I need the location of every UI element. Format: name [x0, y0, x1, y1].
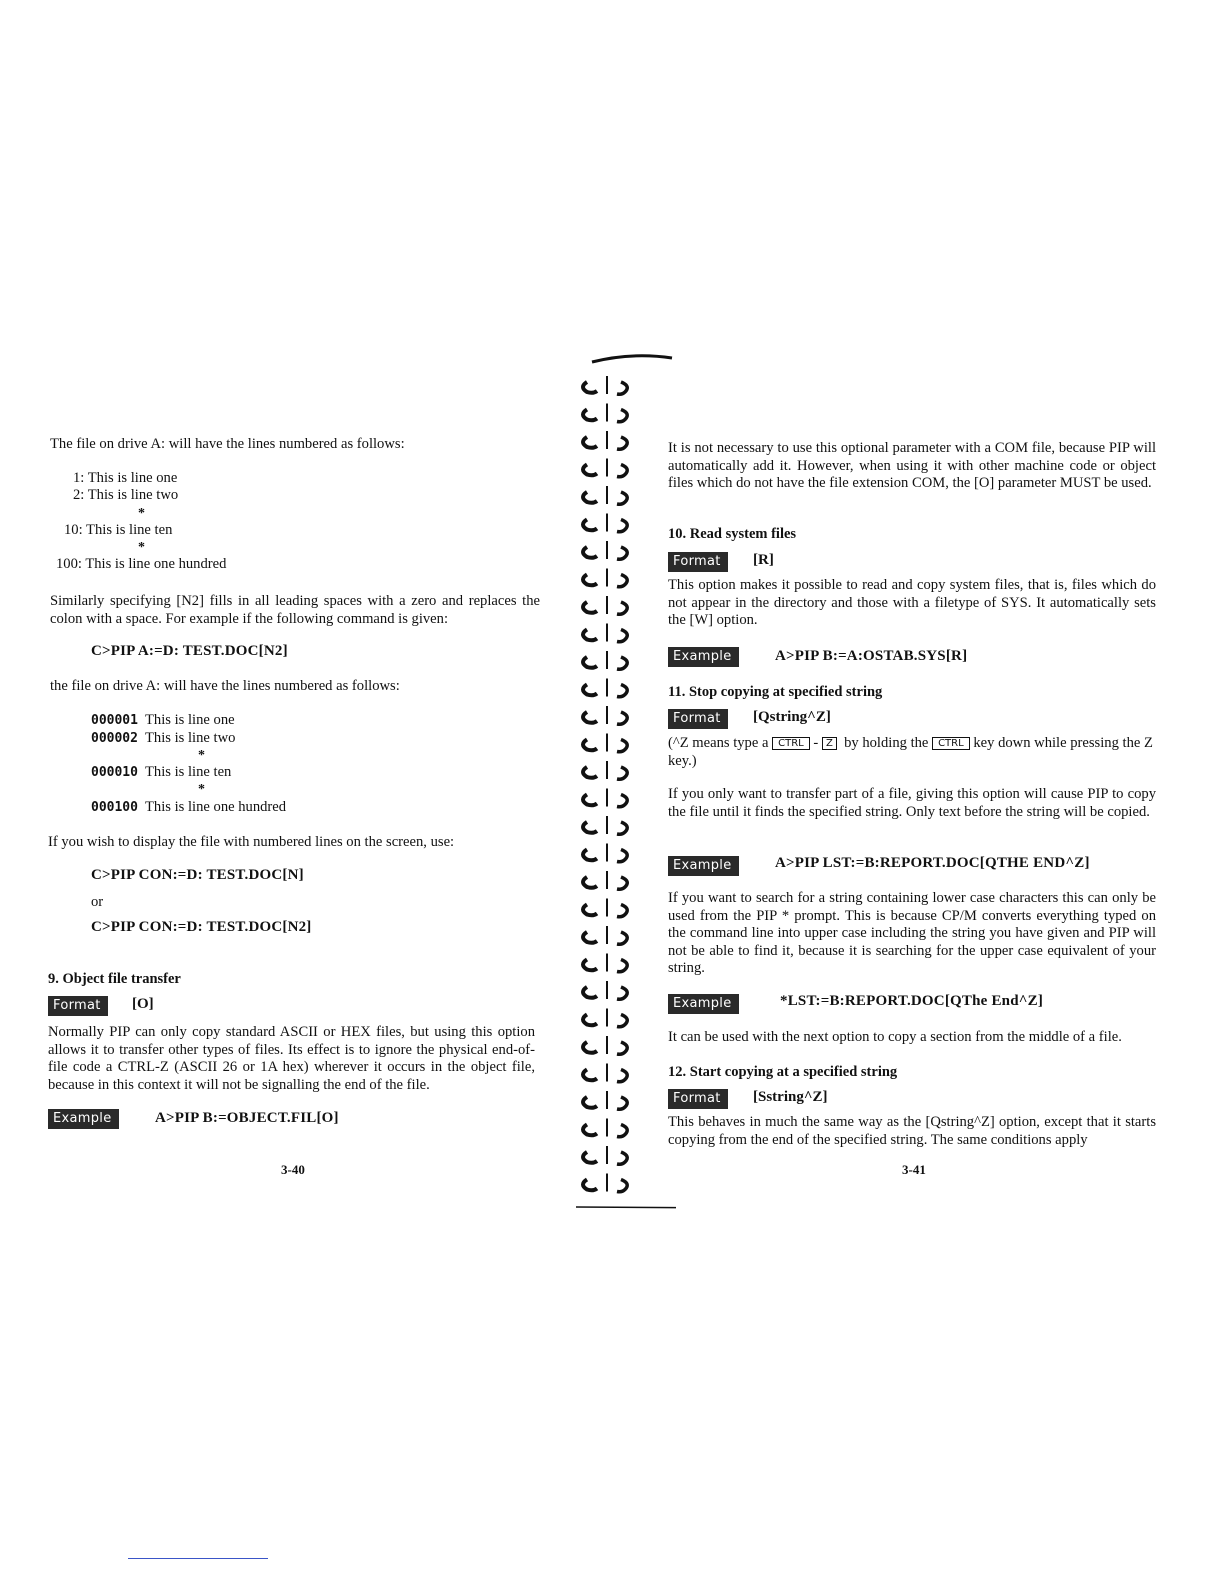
binding-ring: [583, 541, 627, 559]
ctrl-key-icon: CTRL: [772, 737, 810, 750]
line-text: This is line one: [87, 470, 178, 486]
line-number: 100:: [56, 556, 82, 572]
ellipsis-asterisk: *: [138, 540, 145, 555]
paragraph-11b: If you want to search for a string containing lower case characters this can only be used from the PIP * prompt. This is because CP/M converts everything typed on the command line into upper case including the string you have given and PIP will not be able to find it, because it is searching for the upper case equivalent of your string.: [668, 890, 1156, 977]
command-n2: C>PIP A:=D: TEST.DOC[N2]: [91, 643, 288, 659]
binding-rings: [575, 370, 655, 1210]
page-number: 3-40: [281, 1162, 305, 1177]
line-text: This is line one: [145, 712, 235, 728]
ctrl-note: [668, 735, 1156, 770]
list-item: [91, 799, 286, 816]
binding-ring: [583, 431, 627, 449]
ctrl-note-dash: -: [813, 735, 819, 751]
intro2-text: the file on drive A: will have the lines numbered as follows:: [50, 678, 400, 694]
paragraph-10: This option makes it possible to read and copy system files, that is, files which do not appear in the directory and those with a filetype of SYS. It automatically sets the [W] option.: [668, 577, 1156, 629]
binding-ring: [583, 486, 627, 504]
binding-ring: [583, 1119, 627, 1137]
line-text: This is line two: [87, 487, 179, 503]
binding-ring: [583, 1146, 627, 1164]
binding-ring: [583, 596, 627, 614]
example-label: Example: [668, 856, 739, 876]
page-number: 3-41: [902, 1162, 926, 1177]
example-label: Example: [48, 1109, 119, 1129]
n2-paragraph: Similarly specifying [N2] fills in all leading spaces with a zero and replaces the colon with a space. For example if the following command is given:: [50, 593, 540, 627]
paragraph-11: If you only want to transfer part of a file, giving this option will cause PIP to copy the file until it finds the specified string. Only text before the string will be copied.: [668, 786, 1156, 820]
list-item: [91, 712, 235, 729]
line-text: This is line two: [145, 730, 236, 746]
example-11b: *LST:=B:REPORT.DOC[QThe End^Z]: [780, 993, 1044, 1009]
ellipsis-asterisk: *: [138, 506, 145, 521]
binding-ring: [583, 514, 627, 532]
format-value-9: [O]: [132, 996, 154, 1012]
binding-ring: [583, 651, 627, 669]
format-label: Format: [48, 996, 108, 1016]
section-heading-10: 10. Read system files: [668, 526, 797, 542]
list-item: [64, 522, 172, 539]
ellipsis-asterisk: *: [198, 748, 205, 763]
binding-ring: [583, 981, 627, 999]
format-value-12: [Sstring^Z]: [753, 1089, 828, 1105]
line-number: 000100: [91, 800, 138, 815]
binding-ring: [583, 404, 627, 422]
ctrl-note-part: by holding the: [844, 735, 929, 751]
line-text: This is line one hundred: [145, 799, 287, 815]
binding-ring: [583, 1036, 627, 1054]
line-number: 000001: [91, 713, 138, 728]
binding-rings-svg: [575, 370, 655, 1210]
display-paragraph: If you wish to display the file with numbered lines on the screen, use:: [48, 834, 455, 850]
binding-ring: [583, 734, 627, 752]
list-item: [56, 556, 226, 573]
binding-ring: [583, 954, 627, 972]
binding-ring: [583, 789, 627, 807]
z-key-icon: Z: [822, 737, 837, 750]
list-item: [91, 764, 231, 781]
binding-ring: [583, 624, 627, 642]
ctrl-note-part: key down while pressing the Z key.): [668, 735, 1153, 769]
line-number: 2:: [73, 487, 85, 503]
binding-ring: [583, 569, 627, 587]
format-label: Format: [668, 552, 728, 572]
list-item: [73, 487, 178, 504]
ellipsis-asterisk: *: [198, 782, 205, 797]
paragraph-12: This behaves in much the same way as the [Qstring^Z] option, except that it starts copying from the end of the specified string. The same conditions apply: [668, 1114, 1156, 1148]
example-11: A>PIP LST:=B:REPORT.DOC[QTHE END^Z]: [775, 855, 1090, 871]
or-text: or: [91, 894, 104, 910]
command-con-n: C>PIP CON:=D: TEST.DOC[N]: [91, 867, 304, 883]
ctrl-note-part: (^Z means type a: [668, 735, 769, 751]
binding-ring: [583, 1174, 627, 1192]
example-label: Example: [668, 647, 739, 667]
line-text: This is line ten: [145, 764, 232, 780]
example-10: A>PIP B:=A:OSTAB.SYS[R]: [775, 648, 968, 664]
example-9: A>PIP B:=OBJECT.FIL[O]: [155, 1110, 339, 1126]
line-number: 000002: [91, 731, 138, 746]
line-number: 10:: [64, 522, 83, 538]
section-heading-11: 11. Stop copying at specified string: [668, 684, 883, 700]
binding-ring: [583, 899, 627, 917]
binding-ring: [583, 844, 627, 862]
bottom-rule: [128, 1558, 268, 1559]
line-text: This is line ten: [86, 522, 173, 538]
line-number: 000010: [91, 765, 138, 780]
list-item: [91, 730, 235, 747]
binding-ring: [583, 376, 627, 394]
command-con-n2: C>PIP CON:=D: TEST.DOC[N2]: [91, 919, 312, 935]
binding-ring: [583, 926, 627, 944]
section-heading-12: 12. Start copying at a specified string: [668, 1064, 898, 1080]
intro-text: The file on drive A: will have the lines numbered as follows:: [50, 436, 405, 452]
list-item: [73, 470, 177, 487]
binding-ring: [583, 706, 627, 724]
binding-ring: [583, 1009, 627, 1027]
binding-ring: [583, 679, 627, 697]
line-number: 1:: [73, 470, 85, 486]
format-label: Format: [668, 1089, 728, 1109]
format-value-11: [Qstring^Z]: [753, 709, 831, 725]
section-heading-9: 9. Object file transfer: [48, 971, 181, 987]
format-value-10: [R]: [753, 552, 774, 568]
binding-ring: [583, 816, 627, 834]
format-label: Format: [668, 709, 728, 729]
binding-ring: [583, 459, 627, 477]
binding-ring: [583, 761, 627, 779]
line-text: This is line one hundred: [85, 556, 227, 572]
binding-ring: [583, 1091, 627, 1109]
paragraph-9: Normally PIP can only copy standard ASCII or HEX files, but using this option allows it to transfer other types of files. Its effect is to ignore the physical end-of-file code a CTRL-Z (ASCII 26 or 1A hex) wherever it occurs in the object file, because in this context it will not be signalling the end of the file.: [48, 1024, 535, 1093]
example-label: Example: [668, 994, 739, 1014]
binding-ring: [583, 1064, 627, 1082]
binding-ring: [583, 871, 627, 889]
paragraph-11c: It can be used with the next option to copy a section from the middle of a file.: [668, 1029, 1122, 1045]
com-paragraph: It is not necessary to use this optional parameter with a COM file, because PIP will automatically add it. However, when using it with other machine code or object files which do not have the file extension COM, the [O] parameter MUST be used.: [668, 440, 1156, 492]
ctrl-key-icon: CTRL: [932, 737, 970, 750]
